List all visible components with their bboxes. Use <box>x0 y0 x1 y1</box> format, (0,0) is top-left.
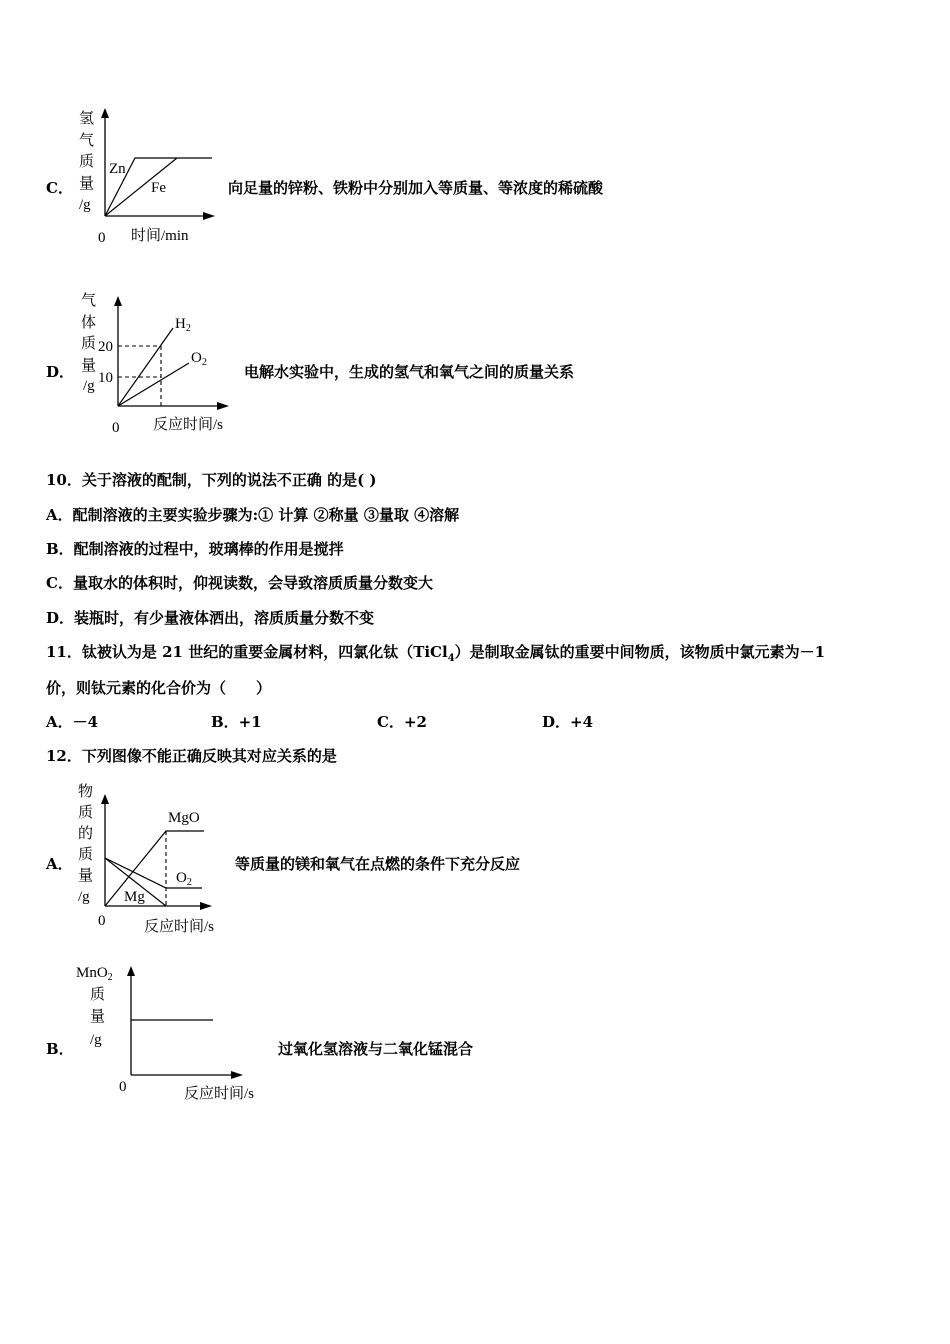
q11-stem-part-a: 11．钛被认为是 21 世纪的重要金属材料，四氯化钛（TiCl <box>46 643 448 661</box>
graph-c-ylabel-5: /g <box>79 197 91 213</box>
q11-stem-line2: 价，则钛元素的化合价为（ ） <box>46 679 272 697</box>
q10-stem: 10．关于溶液的配制，下列的说法不正确 的是( ) <box>46 471 377 489</box>
graph-q12a-x-arrow <box>200 902 212 910</box>
q11-option-d: D．+4 <box>542 713 594 731</box>
q11-stem-line1 <box>46 641 825 664</box>
q12-option-b-description: 过氧化氢溶液与二氧化锰混合 <box>278 1040 474 1058</box>
graph-c-y-arrow <box>101 108 109 118</box>
graph-q12a-mgo-label: MgO <box>168 810 200 826</box>
graph-q12a-ylabel-6: /g <box>78 889 90 905</box>
graph-q12b-ylabel-3: /g <box>90 1032 102 1048</box>
q12-stem: 12．下列图像不能正确反映其对应关系的是 <box>46 747 337 765</box>
graph-d-xlabel: 反应时间/s <box>153 417 224 433</box>
graph-q12a-o2-label <box>176 870 192 888</box>
graph-q12a <box>72 776 237 941</box>
graph-q12b <box>75 960 275 1110</box>
graph-c-ylabel-2: 气 <box>79 133 95 149</box>
q10-option-c: C．量取水的体积时，仰视读数，会导致溶质质量分数变大 <box>46 574 433 592</box>
graph-d-o2-text: O <box>191 350 202 366</box>
q11-option-b: B．+1 <box>211 713 262 731</box>
graph-d-ylabel-2: 体 <box>81 315 97 331</box>
graph-c-x-arrow <box>203 212 215 220</box>
q10-option-b: B．配制溶液的过程中，玻璃棒的作用是搅拌 <box>46 540 344 558</box>
graph-c-ylabel-4: 量 <box>79 176 95 192</box>
graph-c-fe-label: Fe <box>151 180 166 196</box>
graph-d-ylabel-1: 气 <box>81 293 97 309</box>
graph-d <box>75 290 240 435</box>
option-d-label: D． <box>46 363 75 381</box>
graph-c-xlabel: 时间/min <box>131 228 189 244</box>
graph-q12a-mgo-line <box>105 831 204 906</box>
graph-q12b-ylabel-top-sub: 2 <box>107 972 113 983</box>
q10-option-a: A．配制溶液的主要实验步骤为:① 计算 ②称量 ③量取 ④溶解 <box>46 506 460 524</box>
graph-c-origin: 0 <box>98 230 106 246</box>
graph-q12a-origin: 0 <box>98 913 106 929</box>
graph-q12b-ylabel-1: 质 <box>90 987 106 1003</box>
q11-option-a: A．－4 <box>46 713 99 731</box>
graph-q12a-mg-label: Mg <box>124 889 145 905</box>
graph-q12a-ylabel-1: 物 <box>78 784 94 800</box>
graph-q12a-ylabel-4: 质 <box>78 847 94 863</box>
graph-d-o2-line <box>118 363 189 406</box>
q12-option-a-description: 等质量的镁和氧气在点燃的条件下充分反应 <box>235 855 521 873</box>
q11-stem-sub: 4 <box>447 653 455 664</box>
graph-q12a-xlabel: 反应时间/s <box>144 919 215 935</box>
graph-d-tick-10: 10 <box>98 370 113 386</box>
q12-option-b-label: B． <box>46 1040 74 1058</box>
option-d-description: 电解水实验中，生成的氢气和氧气之间的质量关系 <box>244 363 575 381</box>
option-c-description: 向足量的锌粉、铁粉中分别加入等质量、等浓度的稀硫酸 <box>228 179 604 197</box>
graph-c-ylabel-3: 质 <box>79 154 95 170</box>
graph-d-ylabel-3: 质 <box>81 336 97 352</box>
graph-d-o2-label <box>191 350 207 368</box>
option-c-label: C． <box>46 179 73 197</box>
graph-q12b-x-arrow <box>231 1071 243 1079</box>
graph-d-o2-sub: 2 <box>201 357 207 368</box>
graph-d-tick-20: 20 <box>98 339 113 355</box>
graph-q12b-origin: 0 <box>119 1079 127 1095</box>
graph-q12b-xlabel: 反应时间/s <box>184 1086 255 1102</box>
q10-option-d: D．装瓶时，有少量液体洒出，溶质质量分数不变 <box>46 609 375 627</box>
graph-q12a-o2-text: O <box>176 870 187 886</box>
graph-d-h2-text: H <box>175 316 186 332</box>
q12-option-a-label: A． <box>46 855 73 873</box>
graph-q12b-ylabel-top <box>76 965 113 983</box>
graph-q12a-o2-sub: 2 <box>186 877 192 888</box>
graph-d-h2-line <box>118 328 173 406</box>
graph-d-ylabel-4: 量 <box>81 358 97 374</box>
q11-stem-part-b: ）是制取金属钛的重要中间物质，该物质中氯元素为－1 <box>454 643 826 661</box>
graph-c <box>75 104 225 249</box>
graph-c-zn-label: Zn <box>109 161 126 177</box>
graph-d-origin: 0 <box>112 420 120 436</box>
graph-q12a-ylabel-5: 量 <box>78 868 94 884</box>
graph-d-x-arrow <box>217 402 229 410</box>
graph-c-ylabel-1: 氢 <box>79 111 95 127</box>
graph-d-h2-sub: 2 <box>185 323 191 334</box>
graph-d-ylabel-5: /g <box>83 378 95 394</box>
graph-d-y-arrow <box>114 296 122 306</box>
graph-q12b-ylabel-2: 量 <box>90 1009 106 1025</box>
graph-q12b-ylabel-top-text: MnO <box>76 965 108 981</box>
graph-d-h2-label <box>175 316 191 334</box>
graph-q12a-ylabel-2: 质 <box>78 805 94 821</box>
graph-q12a-y-arrow <box>101 794 109 804</box>
graph-q12a-ylabel-3: 的 <box>78 826 94 842</box>
graph-q12b-y-arrow <box>127 966 135 976</box>
q11-option-c: C．+2 <box>377 713 427 731</box>
